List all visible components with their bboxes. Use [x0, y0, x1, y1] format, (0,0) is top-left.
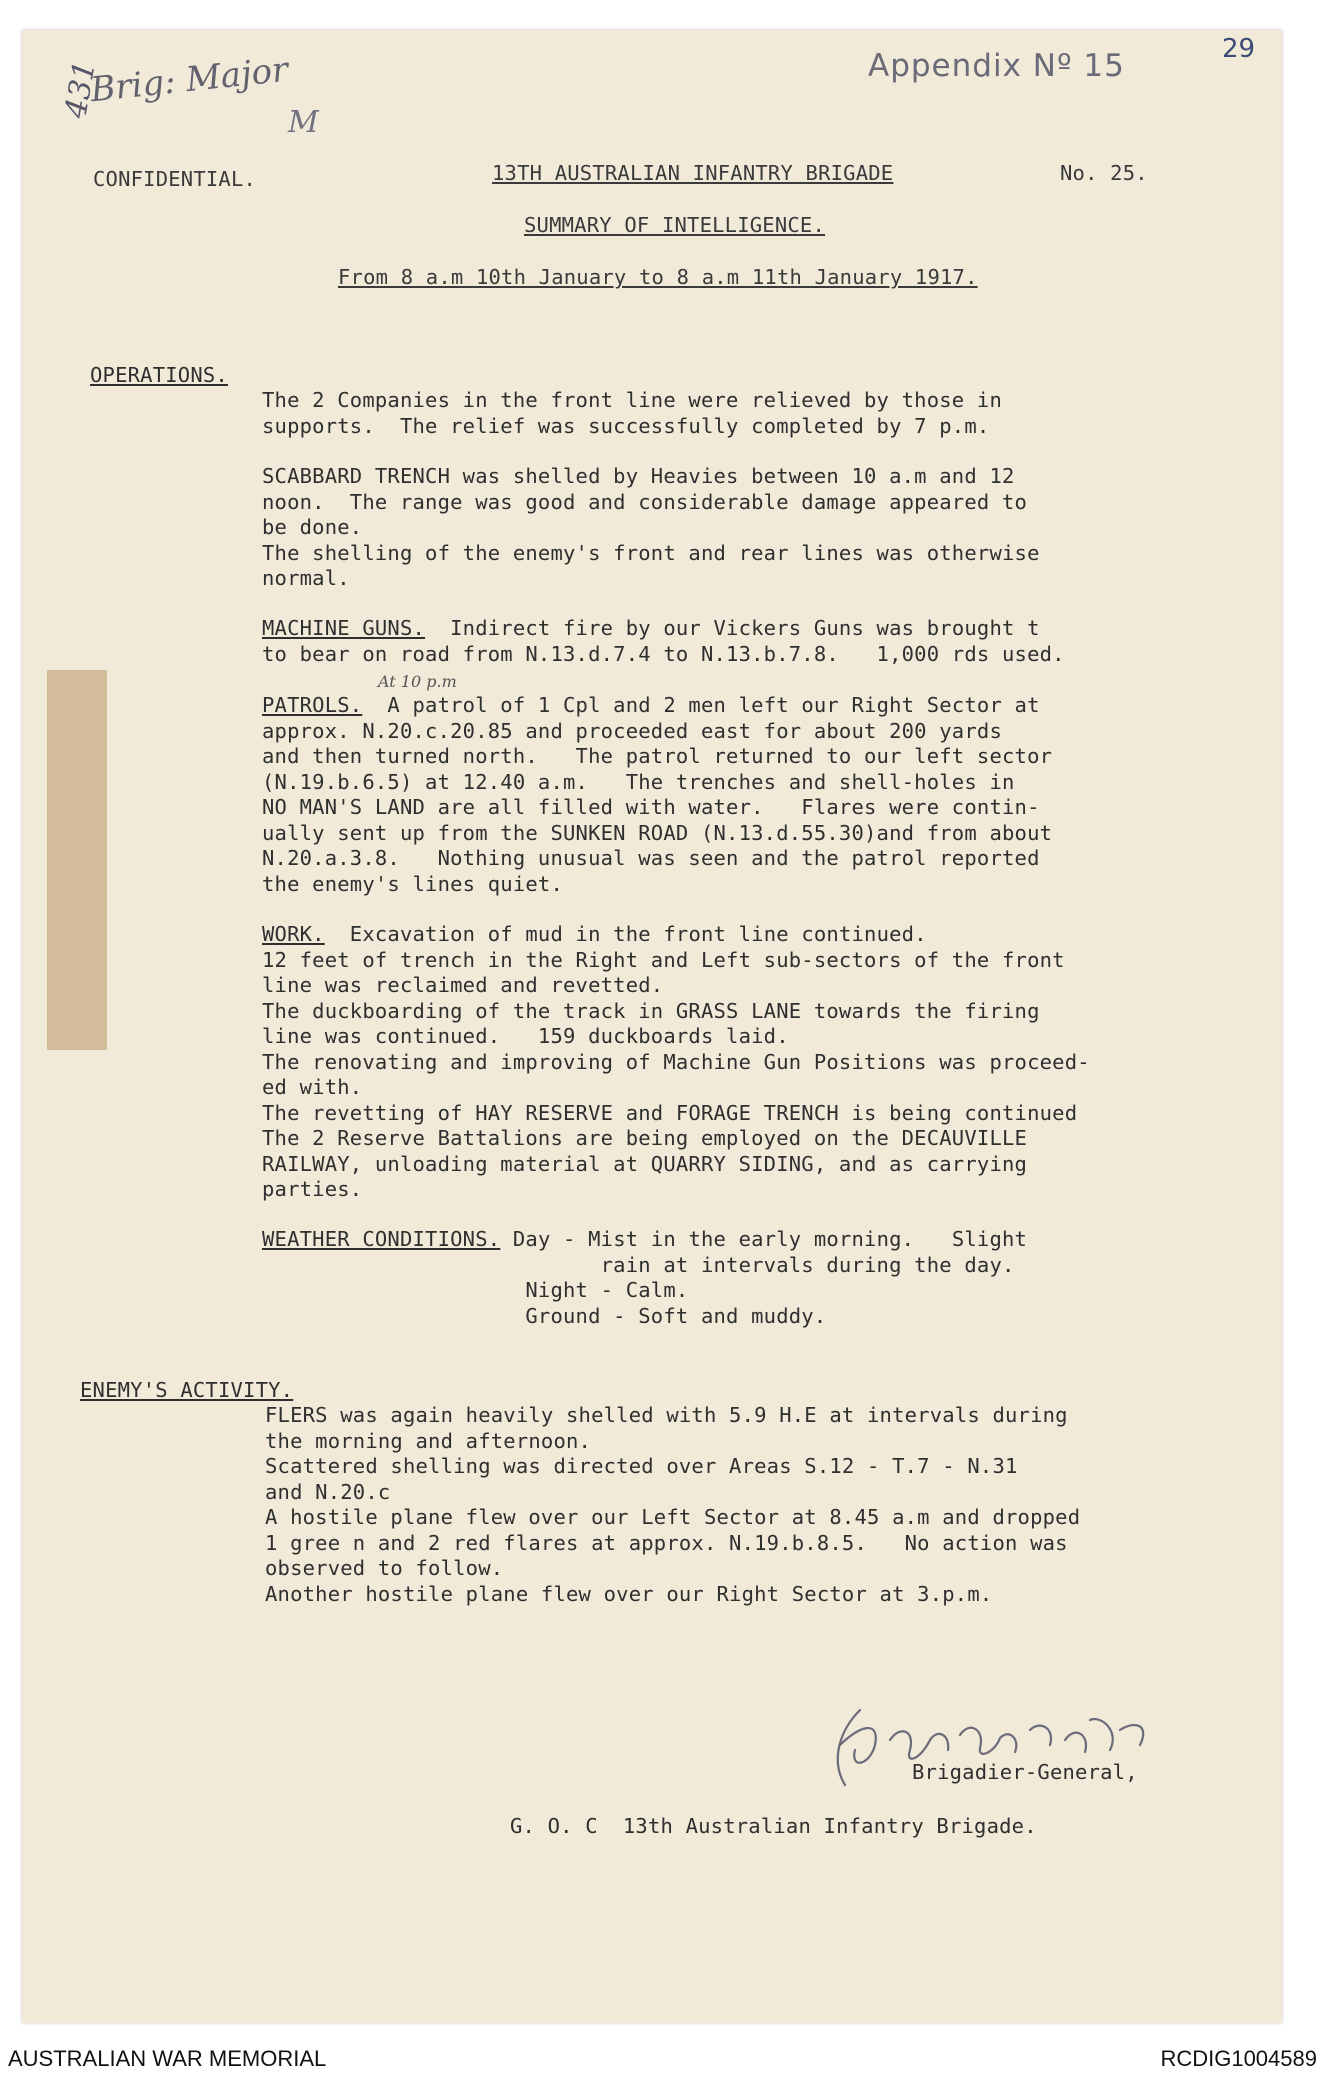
weather-section	[262, 1227, 1027, 1329]
patrols-heading: PATROLS.	[262, 693, 363, 717]
enemy-activity-heading: ENEMY'S ACTIVITY.	[80, 1378, 294, 1402]
brig-major-annotation: Brig: Major	[88, 49, 291, 111]
folio-annotation: 431	[58, 58, 103, 121]
initial-annotation: M	[288, 105, 319, 140]
machine-guns-section	[262, 616, 1065, 667]
archive-reference: RCDIG1004589	[1160, 2046, 1317, 2071]
work-text: Excavation of mud in the front line continued. 12 feet of trench in the Right and Left sub-sectors of the front line was reclaimed and revetted. The duckboarding of the track in GRASS LANE towards the firing line was continued. 159 duckboards laid. The renovating and improving of Machine Gun Positions was proceed- ed with. The revetting of HAY RESERVE and FORAGE TRENCH is being continued The 2 Reserve Battalions are being employed on the DECAUVILLE RAILWAY, unloading material at QUARRY SIDING, and as carrying parties.	[262, 922, 1090, 1201]
patrols-text: A patrol of 1 Cpl and 2 men left our Right Sector at approx. N.20.c.20.85 and proceeded east for about 200 yards and then turned north. The patrol returned to our left sector (N.19.b.6.5) at 12.40 a.m. The trenches and shell-holes in NO MAN'S LAND are all filled with water. Flares were contin- ually sent up from the SUNKEN ROAD (N.13.d.55.30)and from about N.20.a.3.8. Nothing unusual was seen and the patrol reported the enemy's lines quiet.	[262, 693, 1053, 896]
machine-guns-text: Indirect fire by our Vickers Guns was brought t to bear on road from N.13.d.7.4 to N.13.b.7.8. 1,000 rds used.	[262, 616, 1065, 666]
document-title: SUMMARY OF INTELLIGENCE.	[524, 213, 826, 237]
signatory-rank: Brigadier-General,	[912, 1760, 1138, 1784]
classification-label: CONFIDENTIAL.	[93, 167, 257, 191]
time-annotation: At 10 p.m	[378, 672, 457, 691]
work-section	[262, 922, 1090, 1203]
report-period: From 8 a.m 10th January to 8 a.m 11th January 1917.	[338, 265, 978, 289]
archive-credit: AUSTRALIAN WAR MEMORIAL	[8, 2046, 327, 2071]
weather-heading: WEATHER CONDITIONS.	[262, 1227, 501, 1251]
unit-title: 13TH AUSTRALIAN INFANTRY BRIGADE	[492, 161, 894, 185]
patrols-section	[262, 693, 1052, 897]
page-number-annotation: 29	[1222, 34, 1256, 64]
weather-text: Day - Mist in the early morning. Slight rain at intervals during the day. Night - Calm. Ground - Soft and muddy.	[512, 1227, 1028, 1328]
operations-paragraph-1: The 2 Companies in the front line were relieved by those in supports. The relief was successfully completed by 7 p.m.	[262, 388, 1002, 438]
appendix-annotation: Appendix Nº 15	[868, 48, 1125, 84]
machine-guns-heading: MACHINE GUNS.	[262, 616, 426, 640]
enemy-activity-text: FLERS was again heavily shelled with 5.9 H.E at intervals during the morning and afternoon. Scattered shelling was directed over Areas S.12 - T.7 - N.31 and N.20.c A hostile plane flew over our Left Sector at 8.45 a.m and dropped 1 gree n and 2 red flares at approx. N.19.b.8.5. No action was observed to follow. Another hostile plane flew over our Right Sector at 3.p.m.	[265, 1403, 1081, 1606]
operations-paragraph-2: SCABBARD TRENCH was shelled by Heavies between 10 a.m and 12 noon. The range was good and considerable damage appeared to be done. The shelling of the enemy's front and rear lines was otherwise normal.	[262, 464, 1040, 590]
work-heading: WORK.	[262, 922, 325, 946]
adhesive-tape	[47, 670, 107, 1050]
operations-heading: OPERATIONS.	[90, 363, 228, 387]
document-number: No. 25.	[1060, 161, 1148, 185]
signatory-command: G. O. C 13th Australian Infantry Brigade.	[510, 1814, 1037, 1838]
